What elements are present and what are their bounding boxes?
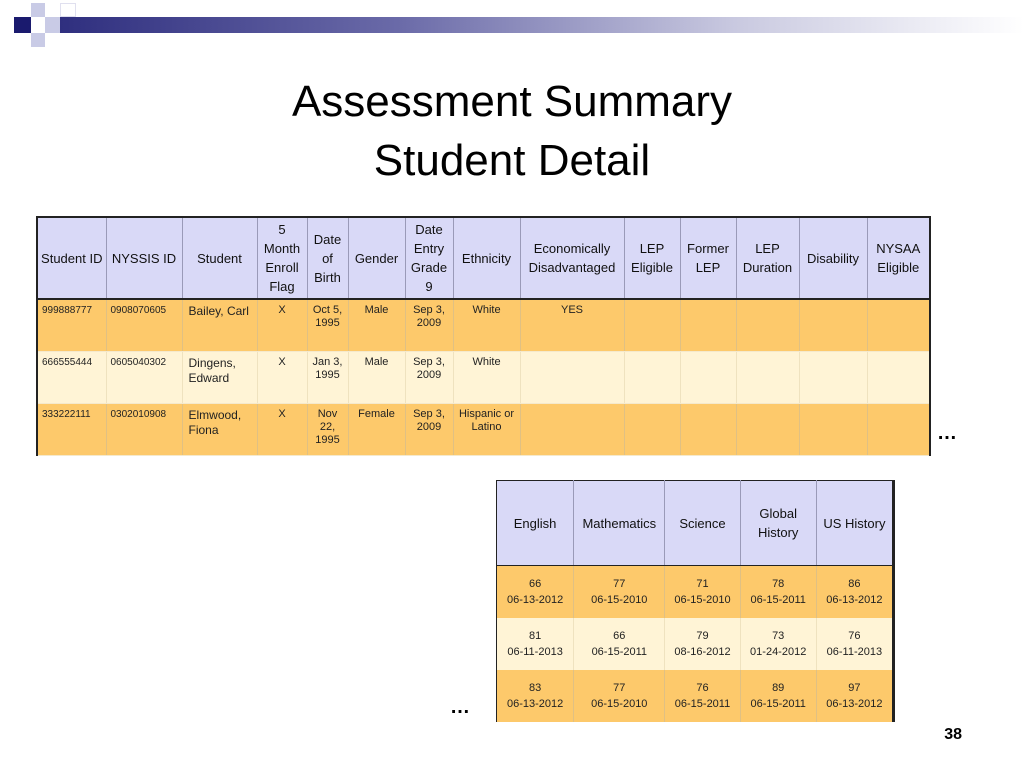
cell-disability — [799, 351, 867, 403]
cell-lep-eligible — [624, 299, 680, 351]
cell-lep-duration — [736, 351, 799, 403]
cell-ethnicity: White — [453, 351, 520, 403]
cell-nysaa-eligible — [867, 403, 930, 455]
col-header-entry-grade9[interactable]: Date Entry Grade 9 — [405, 217, 453, 299]
score-date: 06-15-2011 — [750, 697, 806, 710]
cell-disability — [799, 403, 867, 455]
cell-nysaa-eligible — [867, 299, 930, 351]
score-date: 06-15-2011 — [674, 697, 731, 710]
score-date: 06-15-2011 — [591, 645, 648, 658]
cell-lep-eligible — [624, 351, 680, 403]
score-value: 77 — [613, 577, 626, 590]
cell-disability — [799, 299, 867, 351]
cell-econ-disadvantaged: YES — [520, 299, 624, 351]
table-row[interactable] — [497, 566, 894, 618]
cell-entry-grade9: Sep 3, 2009 — [405, 351, 453, 403]
score-cell-mathematics — [574, 670, 665, 722]
table-row[interactable] — [497, 670, 894, 722]
col-header-former-lep[interactable]: Former LEP — [680, 217, 736, 299]
cell-student-name: Bailey, Carl — [182, 299, 257, 351]
header-square-outline — [60, 3, 76, 17]
col-header-nysaa-eligible[interactable]: NYSAA Eligible — [867, 217, 930, 299]
col-header-nyssis-id[interactable]: NYSSIS ID — [106, 217, 182, 299]
header-square-light — [31, 3, 45, 17]
cell-date-of-birth: Oct 5, 1995 — [307, 299, 348, 351]
score-cell-us-history — [816, 670, 893, 722]
cell-enroll-flag: X — [257, 351, 307, 403]
cell-nyssis-id: 0908070605 — [106, 299, 182, 351]
score-value: 97 — [848, 681, 861, 694]
col-header-student[interactable]: Student — [182, 217, 257, 299]
score-value: 66 — [528, 577, 542, 590]
cell-student-name: Dingens, Edward — [182, 351, 257, 403]
score-date: 08-16-2012 — [674, 645, 731, 658]
score-value: 86 — [848, 577, 861, 590]
score-value: 71 — [696, 577, 709, 590]
student-detail-table — [36, 216, 931, 456]
cell-nysaa-eligible — [867, 351, 930, 403]
cell-entry-grade9: Sep 3, 2009 — [405, 299, 453, 351]
score-date: 06-11-2013 — [507, 645, 563, 658]
cell-date-of-birth: Nov 22, 1995 — [307, 403, 348, 455]
col-header-ethnicity[interactable]: Ethnicity — [453, 217, 520, 299]
score-cell-mathematics — [574, 566, 665, 618]
score-cell-english — [497, 566, 574, 618]
header-gradient-bar — [60, 17, 1024, 33]
score-date: 06-13-2012 — [506, 697, 564, 710]
col-header-econ-disadvantaged[interactable]: Economically Disadvantaged — [520, 217, 624, 299]
score-date: 06-15-2011 — [750, 593, 806, 606]
score-date: 06-11-2013 — [826, 645, 883, 658]
table-row[interactable] — [37, 299, 930, 351]
score-date: 06-13-2012 — [826, 697, 883, 710]
cell-entry-grade9: Sep 3, 2009 — [405, 403, 453, 455]
score-value: 76 — [848, 629, 861, 642]
score-date: 06-15-2010 — [591, 697, 648, 710]
score-date: 06-13-2012 — [506, 593, 564, 606]
cell-student-name: Elmwood, Fiona — [182, 403, 257, 455]
score-value: 81 — [528, 629, 542, 642]
col-header-lep-duration[interactable]: LEP Duration — [736, 217, 799, 299]
score-cell-science — [665, 670, 740, 722]
cell-econ-disadvantaged — [520, 351, 624, 403]
col-header-lep-eligible[interactable]: LEP Eligible — [624, 217, 680, 299]
cell-nyssis-id: 0605040302 — [106, 351, 182, 403]
score-cell-global-history — [740, 670, 816, 722]
score-date: 06-13-2012 — [826, 593, 883, 606]
col-header-english[interactable]: English — [497, 481, 574, 566]
col-header-gender[interactable]: Gender — [348, 217, 405, 299]
col-header-student-id[interactable]: Student ID — [37, 217, 106, 299]
table-row[interactable] — [497, 618, 894, 670]
slide-title-line2: Student Detail — [373, 136, 651, 185]
cell-gender: Female — [348, 403, 405, 455]
col-header-science[interactable]: Science — [665, 481, 740, 566]
cell-student-id: 333222111 — [37, 403, 106, 455]
col-header-global-history[interactable]: Global History — [740, 481, 816, 566]
score-cell-mathematics — [574, 618, 665, 670]
score-value: 78 — [772, 577, 785, 590]
score-value: 83 — [528, 681, 542, 694]
col-header-us-history[interactable]: US History — [816, 481, 893, 566]
cell-ethnicity: Hispanic or Latino — [453, 403, 520, 455]
score-cell-us-history — [816, 566, 893, 618]
cell-enroll-flag: X — [257, 299, 307, 351]
header-square-dark — [14, 17, 31, 33]
cell-nyssis-id: 0302010908 — [106, 403, 182, 455]
header-square-light — [31, 33, 45, 47]
cell-ethnicity: White — [453, 299, 520, 351]
page-number: 38 — [944, 726, 962, 743]
score-cell-science — [665, 566, 740, 618]
score-cell-science — [665, 618, 740, 670]
cell-econ-disadvantaged — [520, 403, 624, 455]
score-value: 66 — [613, 629, 626, 642]
score-date: 06-15-2010 — [591, 593, 648, 606]
score-cell-english — [497, 670, 574, 722]
cell-former-lep — [680, 351, 736, 403]
table-row[interactable] — [37, 351, 930, 403]
score-cell-us-history — [816, 618, 893, 670]
col-header-date-of-birth[interactable]: Date of Birth — [307, 217, 348, 299]
score-cell-english — [497, 618, 574, 670]
score-date: 01-24-2012 — [750, 645, 807, 658]
score-date: 06-15-2010 — [674, 593, 731, 606]
col-header-mathematics[interactable]: Mathematics — [574, 481, 665, 566]
table-row[interactable] — [37, 403, 930, 455]
score-value: 89 — [772, 681, 785, 694]
assessment-scores-table — [496, 480, 895, 722]
score-cell-global-history — [740, 566, 816, 618]
table-continuation-ellipsis: … — [937, 422, 957, 444]
score-value: 76 — [696, 681, 709, 694]
header-square-light — [45, 17, 60, 33]
cell-lep-duration — [736, 299, 799, 351]
col-header-enroll-flag[interactable]: 5 Month Enroll Flag — [257, 217, 307, 299]
cell-student-id: 999888777 — [37, 299, 106, 351]
score-cell-global-history — [740, 618, 816, 670]
cell-date-of-birth: Jan 3, 1995 — [307, 351, 348, 403]
score-value: 79 — [696, 629, 709, 642]
cell-lep-eligible — [624, 403, 680, 455]
cell-student-id: 666555444 — [37, 351, 106, 403]
cell-gender: Male — [348, 351, 405, 403]
cell-former-lep — [680, 403, 736, 455]
score-value: 73 — [772, 629, 785, 642]
col-header-disability[interactable]: Disability — [799, 217, 867, 299]
cell-lep-duration — [736, 403, 799, 455]
cell-enroll-flag: X — [257, 403, 307, 455]
table-continuation-ellipsis: … — [450, 696, 470, 718]
score-value: 77 — [613, 681, 626, 694]
cell-gender: Male — [348, 299, 405, 351]
slide-title-line1: Assessment Summary — [291, 77, 733, 126]
cell-former-lep — [680, 299, 736, 351]
